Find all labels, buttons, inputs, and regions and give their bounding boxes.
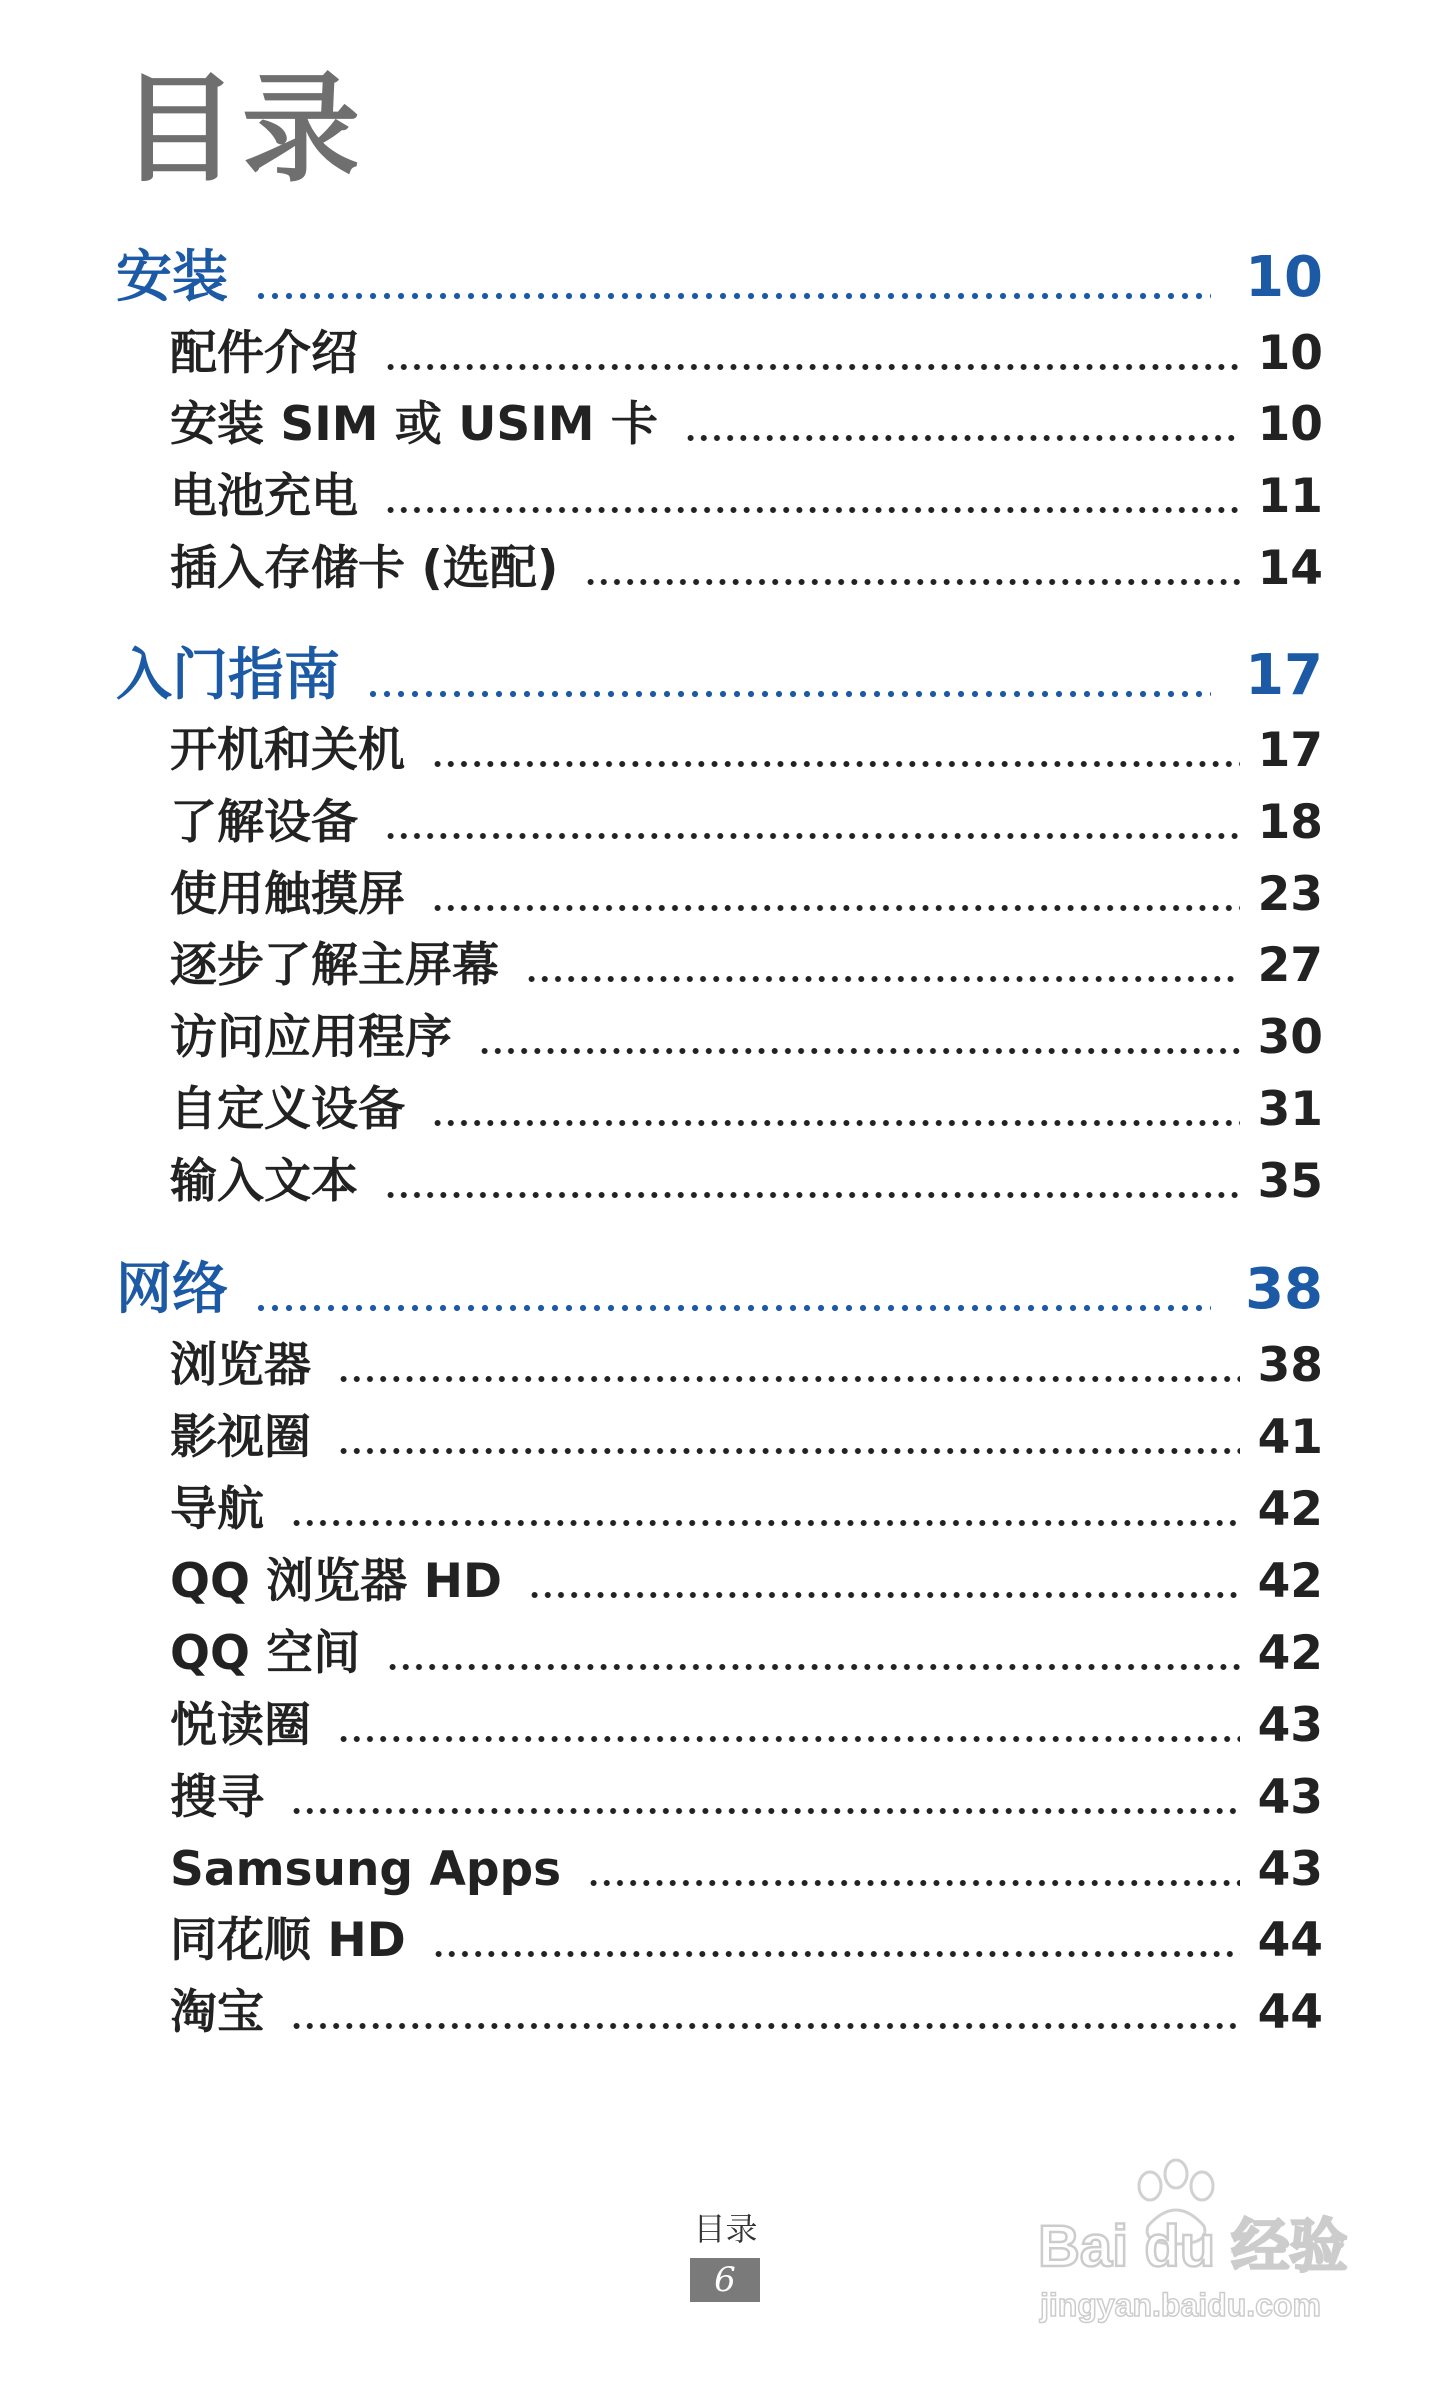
item-page-number: 10 bbox=[1257, 326, 1323, 381]
item-page-number: 43 bbox=[1257, 1842, 1323, 1897]
item-title: 输入文本 bbox=[170, 1154, 358, 1209]
item-title: Samsung Apps bbox=[170, 1842, 562, 1897]
section-page-number: 10 bbox=[1245, 245, 1323, 310]
toc-item[interactable] bbox=[170, 541, 1323, 596]
toc-item[interactable] bbox=[170, 397, 1323, 452]
item-title: 悦读圈 bbox=[170, 1698, 311, 1753]
dot-leader bbox=[290, 1519, 1240, 1527]
item-page-number: 14 bbox=[1257, 541, 1323, 596]
toc-item[interactable] bbox=[170, 795, 1323, 850]
toc-item[interactable] bbox=[170, 1010, 1323, 1065]
item-page-number: 27 bbox=[1257, 938, 1323, 993]
dot-leader bbox=[432, 1950, 1240, 1958]
toc-item[interactable] bbox=[170, 1482, 1323, 1537]
item-title: QQ 空间 bbox=[170, 1626, 361, 1681]
item-title: 访问应用程序 bbox=[170, 1010, 452, 1065]
item-title: 浏览器 bbox=[170, 1338, 311, 1393]
dot-leader bbox=[584, 578, 1239, 586]
dot-leader bbox=[478, 1047, 1240, 1055]
dot-leader bbox=[384, 1191, 1240, 1199]
dot-leader bbox=[337, 1735, 1240, 1743]
toc-section-install[interactable] bbox=[116, 245, 1323, 310]
item-page-number: 42 bbox=[1257, 1626, 1323, 1681]
dot-leader bbox=[254, 1304, 1211, 1312]
dot-leader bbox=[384, 363, 1240, 371]
item-page-number: 11 bbox=[1257, 469, 1323, 524]
section-page-number: 38 bbox=[1245, 1257, 1323, 1322]
dot-leader bbox=[386, 1663, 1239, 1671]
dot-leader bbox=[384, 832, 1240, 840]
toc-item[interactable] bbox=[170, 1698, 1323, 1753]
watermark-url: jingyan.baidu.com bbox=[1040, 2287, 1321, 2323]
footer-page-number: 6 bbox=[690, 2258, 760, 2302]
toc-item[interactable] bbox=[170, 938, 1323, 993]
toc-item[interactable] bbox=[170, 1082, 1323, 1137]
section-title: 网络 bbox=[116, 1257, 228, 1322]
toc-item[interactable] bbox=[170, 867, 1323, 922]
dot-leader bbox=[337, 1447, 1240, 1455]
dot-leader bbox=[431, 1119, 1240, 1127]
item-title: 搜寻 bbox=[170, 1770, 264, 1825]
toc-item[interactable] bbox=[170, 1154, 1323, 1209]
item-page-number: 38 bbox=[1257, 1338, 1323, 1393]
dot-leader bbox=[525, 975, 1240, 983]
item-page-number: 31 bbox=[1257, 1082, 1323, 1137]
item-page-number: 41 bbox=[1257, 1410, 1323, 1465]
dot-leader bbox=[431, 760, 1240, 768]
toc-section-network[interactable] bbox=[116, 1257, 1323, 1322]
toc-item[interactable] bbox=[170, 1338, 1323, 1393]
item-title: 影视圈 bbox=[170, 1410, 311, 1465]
toc-item[interactable] bbox=[170, 1770, 1323, 1825]
item-page-number: 44 bbox=[1257, 1913, 1323, 1968]
item-page-number: 30 bbox=[1257, 1010, 1323, 1065]
section-title: 安装 bbox=[116, 245, 228, 310]
baidu-jingyan-watermark bbox=[1020, 2148, 1360, 2328]
toc-item[interactable] bbox=[170, 1985, 1323, 2040]
item-page-number: 10 bbox=[1257, 397, 1323, 452]
toc-item[interactable] bbox=[170, 1626, 1323, 1681]
toc-item[interactable] bbox=[170, 723, 1323, 778]
item-title: 插入存储卡 (选配) bbox=[170, 541, 559, 596]
dot-leader bbox=[290, 2022, 1240, 2030]
item-title: 导航 bbox=[170, 1482, 264, 1537]
dot-leader bbox=[431, 904, 1240, 912]
item-title: 配件介绍 bbox=[170, 326, 358, 381]
page-title: 目录 bbox=[120, 60, 365, 198]
item-page-number: 44 bbox=[1257, 1985, 1323, 2040]
toc-item[interactable] bbox=[170, 1842, 1323, 1897]
item-page-number: 42 bbox=[1257, 1482, 1323, 1537]
section-title: 入门指南 bbox=[116, 643, 340, 708]
item-title: 淘宝 bbox=[170, 1985, 264, 2040]
toc-item[interactable] bbox=[170, 1913, 1323, 1968]
item-title: 了解设备 bbox=[170, 795, 358, 850]
item-title: 同花顺 HD bbox=[170, 1913, 406, 1968]
item-title: 电池充电 bbox=[170, 469, 358, 524]
item-title: 自定义设备 bbox=[170, 1082, 405, 1137]
item-title: 开机和关机 bbox=[170, 723, 405, 778]
item-page-number: 43 bbox=[1257, 1770, 1323, 1825]
item-page-number: 18 bbox=[1257, 795, 1323, 850]
dot-leader bbox=[337, 1375, 1240, 1383]
toc-item[interactable] bbox=[170, 469, 1323, 524]
item-title: QQ 浏览器 HD bbox=[170, 1554, 502, 1609]
dot-leader bbox=[290, 1807, 1240, 1815]
item-page-number: 43 bbox=[1257, 1698, 1323, 1753]
toc-item[interactable] bbox=[170, 1410, 1323, 1465]
dot-leader bbox=[684, 434, 1240, 442]
item-title: 安装 SIM 或 USIM 卡 bbox=[170, 397, 658, 452]
dot-leader bbox=[528, 1591, 1240, 1599]
item-page-number: 23 bbox=[1257, 867, 1323, 922]
toc-item[interactable] bbox=[170, 1554, 1323, 1609]
footer-label: 目录 bbox=[693, 2210, 758, 2248]
item-page-number: 35 bbox=[1257, 1154, 1323, 1209]
dot-leader bbox=[384, 506, 1240, 514]
toc-item[interactable] bbox=[170, 326, 1323, 381]
dot-leader bbox=[587, 1879, 1240, 1887]
item-title: 逐步了解主屏幕 bbox=[170, 938, 499, 993]
toc-section-getting-started[interactable] bbox=[116, 643, 1323, 708]
item-page-number: 42 bbox=[1257, 1554, 1323, 1609]
dot-leader bbox=[254, 292, 1211, 300]
item-page-number: 17 bbox=[1257, 723, 1323, 778]
dot-leader bbox=[366, 690, 1211, 698]
section-page-number: 17 bbox=[1245, 643, 1323, 708]
item-title: 使用触摸屏 bbox=[170, 867, 405, 922]
watermark-brand: Bai du 经验 bbox=[1038, 2214, 1348, 2279]
